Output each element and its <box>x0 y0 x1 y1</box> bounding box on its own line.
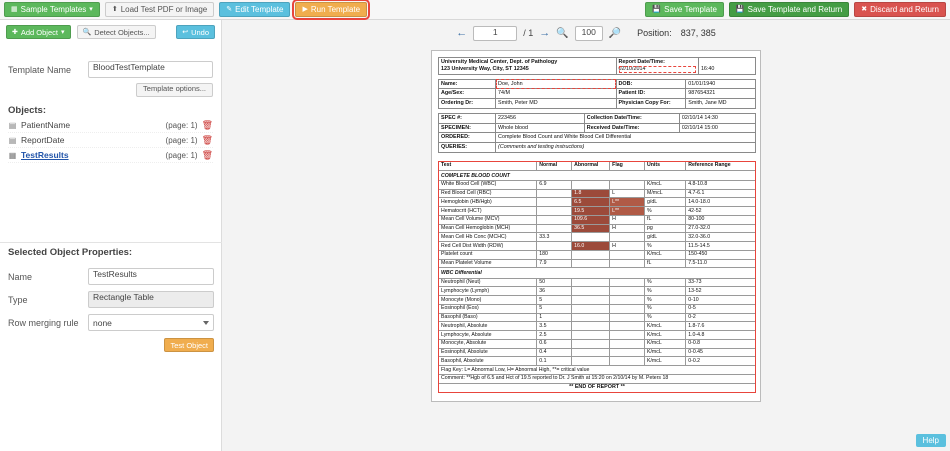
save-icon: 💾 <box>735 6 745 13</box>
ordering-dr-label: Ordering Dr: <box>439 99 496 109</box>
cell-units: % <box>645 287 686 296</box>
cell-units: % <box>645 304 686 313</box>
template-options-row <box>0 81 221 99</box>
cell-flag: H <box>610 215 645 224</box>
cell-ref: 80-100 <box>686 215 756 224</box>
cell-test: Platelet count <box>439 250 537 259</box>
cell-abnormal: 1.8 <box>572 189 610 198</box>
lab-results-table <box>438 161 756 393</box>
cell-flag <box>610 233 645 242</box>
table-row <box>439 322 756 331</box>
patientid-value: 987654321 <box>686 89 756 99</box>
cell-normal: 5 <box>537 304 572 313</box>
save-icon: 💾 <box>652 6 662 13</box>
save-template-label: Save Template <box>664 5 717 14</box>
ordering-dr-value: Smith, Peter MD <box>496 99 616 109</box>
group-title-row <box>439 170 756 180</box>
cell-test: Hemoglobin (HB/Hgb) <box>439 198 537 207</box>
chevron-down-icon: ▾ <box>60 28 65 36</box>
position-value: 837, 385 <box>680 28 716 38</box>
cell-ref: 1.8-7.6 <box>686 322 756 331</box>
object-page: (page: 1) <box>165 150 198 160</box>
cell-flag: H <box>610 224 645 233</box>
play-icon: ▶ <box>302 6 308 13</box>
table-row <box>439 259 756 268</box>
cell-ref: 11.5-14.5 <box>686 242 756 251</box>
help-button[interactable]: Help <box>916 434 946 447</box>
object-name-input[interactable]: TestResults <box>88 268 214 285</box>
table-row <box>439 278 756 287</box>
table-row <box>439 233 756 242</box>
cell-normal <box>537 189 572 198</box>
cell-abnormal <box>572 313 610 322</box>
cell-ref: 4.7-6.1 <box>686 189 756 198</box>
cell-flag: L** <box>610 198 645 207</box>
top-toolbar-right <box>645 2 946 17</box>
left-panel-toolbar <box>0 20 221 44</box>
table-row <box>439 215 756 224</box>
cell-ref: 4.8-10.8 <box>686 180 756 189</box>
cell-ref: 13-52 <box>686 287 756 296</box>
group-title-cbc: COMPLETE BLOOD COUNT <box>439 170 756 180</box>
cell-normal: 1 <box>537 313 572 322</box>
discard-and-return-button[interactable] <box>854 2 946 17</box>
table-row <box>439 189 756 198</box>
cell-test: Eosinophil (Eos) <box>439 304 537 313</box>
object-name: PatientName <box>21 120 71 130</box>
object-page: (page: 1) <box>165 135 198 145</box>
cell-flag <box>610 287 645 296</box>
test-results-region[interactable] <box>438 161 756 393</box>
cell-normal <box>537 224 572 233</box>
cell-ref: 1.0-4.8 <box>686 331 756 340</box>
row-merging-label: Row merging rule <box>8 317 79 328</box>
cell-test: Red Cell Dist Width (RDW) <box>439 242 537 251</box>
cell-abnormal <box>572 322 610 331</box>
cell-flag <box>610 357 645 366</box>
table-row <box>439 242 756 251</box>
objects-heading: Objects: <box>8 105 47 116</box>
document-viewer <box>222 20 950 451</box>
left-panel <box>0 20 222 451</box>
table-row <box>439 207 756 216</box>
zoom-in-icon[interactable]: 🔎 <box>608 27 622 39</box>
cell-units: g/dL <box>645 233 686 242</box>
zoom-level-input[interactable]: 100 <box>575 26 603 41</box>
delete-icon[interactable]: 🗑 <box>201 149 213 160</box>
position-label: Position: <box>637 28 672 38</box>
cell-ref: 0-2 <box>686 313 756 322</box>
cell-ref: 27.0-32.0 <box>686 224 756 233</box>
end-of-report-row <box>439 383 756 392</box>
template-name-row <box>0 58 221 81</box>
cell-ref: 150-450 <box>686 250 756 259</box>
table-icon: ▦ <box>8 150 17 160</box>
save-template-button[interactable] <box>645 2 724 17</box>
name-label: Name: <box>439 79 496 89</box>
cell-normal: 50 <box>537 278 572 287</box>
detect-objects-label: Detect Objects... <box>94 27 150 37</box>
cell-test: Monocyte, Absolute <box>439 339 537 348</box>
undo-button[interactable] <box>176 25 215 39</box>
cell-abnormal <box>572 339 610 348</box>
lab-info-cell <box>439 58 617 75</box>
table-row <box>439 304 756 313</box>
agesex-label: Age/Sex: <box>439 89 496 99</box>
cell-flag <box>610 296 645 305</box>
grid-icon: ▦ <box>11 6 18 13</box>
cell-ref: 14.0-18.0 <box>686 198 756 207</box>
cell-units: K/mcL <box>645 348 686 357</box>
physician-copy-label: Physician Copy For: <box>616 99 686 109</box>
collection-value: 02/10/14 14:30 <box>679 113 755 123</box>
cell-flag <box>610 348 645 357</box>
cell-normal: 6.9 <box>537 180 572 189</box>
table-row <box>439 339 756 348</box>
object-name-row <box>0 265 222 288</box>
cell-ref: 33-73 <box>686 278 756 287</box>
object-page: (page: 1) <box>165 120 198 130</box>
object-name: TestResults <box>21 150 69 160</box>
cell-ref: 7.5-11.0 <box>686 259 756 268</box>
cell-abnormal <box>572 278 610 287</box>
objects-list <box>0 118 221 163</box>
viewer-toolbar <box>222 20 950 46</box>
group-title-row <box>439 268 756 278</box>
cell-ref: 0-5 <box>686 304 756 313</box>
cell-flag <box>610 250 645 259</box>
table-row <box>439 357 756 366</box>
cell-normal: 180 <box>537 250 572 259</box>
test-object-row <box>0 334 222 356</box>
cell-units: K/mcL <box>645 339 686 348</box>
cell-units: g/dL <box>645 198 686 207</box>
template-options-button[interactable]: Template options... <box>136 83 213 97</box>
cell-abnormal: 109.6 <box>572 215 610 224</box>
table-row <box>439 180 756 189</box>
cell-units: % <box>645 278 686 287</box>
save-template-and-return-button[interactable] <box>729 2 849 17</box>
cell-test: White Blood Cell (WBC) <box>439 180 537 189</box>
selected-object-properties-heading: Selected Object Properties: <box>0 242 222 262</box>
cell-flag <box>610 331 645 340</box>
cell-abnormal: 36.5 <box>572 224 610 233</box>
cell-abnormal <box>572 259 610 268</box>
physician-copy-value: Smith, Jane MD <box>686 99 756 109</box>
save-template-and-return-label: Save Template and Return <box>747 5 843 14</box>
cell-test: Lymphocyte (Lymph) <box>439 287 537 296</box>
spec-value: 223456 <box>496 113 585 123</box>
cell-test: Red Blood Cell (RBC) <box>439 189 537 198</box>
col-test: Test <box>439 161 537 170</box>
edit-icon: ✎ <box>226 6 233 13</box>
cell-ref: 42-52 <box>686 207 756 216</box>
load-test-pdf-button[interactable] <box>105 2 214 17</box>
cell-units: K/mcL <box>645 331 686 340</box>
load-test-pdf-label: Load Test PDF or Image <box>120 5 208 14</box>
ordered-value: Complete Blood Count and White Blood Cell Differential <box>496 133 756 143</box>
report-time-cell <box>698 58 755 75</box>
add-object-button[interactable] <box>6 25 71 39</box>
cell-test: Basophil (Baso) <box>439 313 537 322</box>
cell-normal: 0.1 <box>537 357 572 366</box>
cell-normal <box>537 198 572 207</box>
cell-abnormal <box>572 287 610 296</box>
report-datetime-label: Report Date/Time: <box>618 59 665 65</box>
cell-units: M/mcL <box>645 189 686 198</box>
cell-normal: 0.6 <box>537 339 572 348</box>
cell-flag <box>610 304 645 313</box>
cell-test: Neutrophil, Absolute <box>439 322 537 331</box>
lab-address: 123 University Way, City, ST 12345 <box>441 65 529 72</box>
group-title-wbc-differential: WBC Differential <box>439 268 756 278</box>
close-icon: ✖ <box>861 6 868 13</box>
lab-name: University Medical Center, Dept. of Pathology <box>441 59 558 65</box>
delete-icon[interactable]: 🗑 <box>201 134 213 145</box>
cell-test: Neutrophil (Neut) <box>439 278 537 287</box>
cell-flag: L <box>610 189 645 198</box>
cell-flag <box>610 278 645 287</box>
delete-icon[interactable]: 🗑 <box>201 119 213 130</box>
cell-normal: 5 <box>537 296 572 305</box>
cell-units: % <box>645 242 686 251</box>
zoom-out-icon[interactable]: 🔍 <box>556 27 569 39</box>
cell-abnormal <box>572 348 610 357</box>
plus-icon: ✚ <box>12 28 18 36</box>
table-row <box>439 198 756 207</box>
run-template-button[interactable] <box>295 2 367 17</box>
row-merging-select[interactable] <box>88 314 214 331</box>
cell-normal: 36 <box>537 287 572 296</box>
cell-units: pg <box>645 224 686 233</box>
template-name-input[interactable]: BloodTestTemplate <box>88 61 213 78</box>
next-page-icon[interactable]: → <box>539 27 551 39</box>
cell-units: K/mcL <box>645 322 686 331</box>
object-name: ReportDate <box>21 135 65 145</box>
detect-objects-button[interactable] <box>77 25 156 39</box>
object-type-label: Type <box>8 294 28 305</box>
patientid-label: Patient ID: <box>616 89 686 99</box>
cell-ref: 0-10 <box>686 296 756 305</box>
document-content <box>432 51 762 401</box>
comment-text: Comment: **Hgb of 6.5 and Hct of 19.5 reported to Dr. J Smith at 15:20 on 2/10/14 by M. Peters 18 <box>439 374 756 383</box>
page-number-input[interactable]: 1 <box>473 26 517 41</box>
cell-flag <box>610 180 645 189</box>
queries-label: QUERIES: <box>439 143 496 153</box>
sample-templates-label: Sample Templates <box>20 5 87 14</box>
end-of-report-text: ** END OF REPORT ** <box>439 383 756 392</box>
cell-test: Hematocrit (HCT) <box>439 207 537 216</box>
object-type-row <box>0 288 222 311</box>
cell-normal: 3.5 <box>537 322 572 331</box>
cell-flag <box>610 259 645 268</box>
table-row <box>439 296 756 305</box>
cell-abnormal <box>572 180 610 189</box>
chevron-down-icon: ▾ <box>89 6 93 13</box>
patient-table <box>438 79 756 109</box>
chevron-down-icon <box>203 321 209 325</box>
object-row-testresults[interactable] <box>8 148 213 163</box>
object-row-reportdate[interactable] <box>8 133 213 148</box>
object-row-patientname[interactable] <box>8 118 213 133</box>
dob-value: 01/01/1940 <box>686 79 756 89</box>
cell-normal <box>537 242 572 251</box>
cell-abnormal <box>572 331 610 340</box>
cell-abnormal <box>572 357 610 366</box>
prev-page-icon[interactable]: ← <box>456 27 468 39</box>
col-reference-range: Reference Range <box>686 161 756 170</box>
object-type-value: Rectangle Table <box>88 291 214 308</box>
run-template-label: Run Template <box>310 5 361 14</box>
specimen-table <box>438 113 756 153</box>
agesex-value: 74/M <box>496 89 616 99</box>
name-value[interactable]: Doe, John <box>496 79 616 89</box>
sample-templates-button[interactable] <box>4 2 100 17</box>
cell-abnormal <box>572 250 610 259</box>
col-abnormal: Abnormal <box>572 161 610 170</box>
cell-test: Basophil, Absolute <box>439 357 537 366</box>
table-row <box>439 348 756 357</box>
cell-units: fL <box>645 259 686 268</box>
specimen-value: Whole blood <box>496 123 585 133</box>
cell-abnormal <box>572 296 610 305</box>
cell-units: fL <box>645 215 686 224</box>
report-datetime-label-cell <box>616 58 698 75</box>
cell-ref: 0-0.2 <box>686 357 756 366</box>
upload-icon: ⬆ <box>111 6 118 13</box>
cell-units: % <box>645 296 686 305</box>
table-row <box>439 331 756 340</box>
col-normal: Normal <box>537 161 572 170</box>
row-merging-row <box>0 311 222 334</box>
cell-units: % <box>645 313 686 322</box>
table-row <box>439 313 756 322</box>
cell-test: Monocyte (Mono) <box>439 296 537 305</box>
collection-label: Collection Date/Time: <box>584 113 679 123</box>
comment-row <box>439 374 756 383</box>
cell-flag <box>610 313 645 322</box>
cell-normal: 7.9 <box>537 259 572 268</box>
cell-ref: 0-0.45 <box>686 348 756 357</box>
cell-normal: 2.5 <box>537 331 572 340</box>
cell-test: Mean Cell Hb Conc (MCHC) <box>439 233 537 242</box>
cell-ref: 32.0-36.0 <box>686 233 756 242</box>
cell-test: Eosinophil, Absolute <box>439 348 537 357</box>
cell-test: Lymphocyte, Absolute <box>439 331 537 340</box>
cell-units: % <box>645 207 686 216</box>
page-total-label: / 1 <box>523 28 534 38</box>
queries-value: (Comments and testing instructions) <box>496 143 756 153</box>
search-icon: 🔍 <box>82 28 92 36</box>
flag-key-text: Flag Key: L= Abnormal Low, H= Abnormal High, **= critical value <box>439 366 756 375</box>
cell-abnormal: 16.0 <box>572 242 610 251</box>
table-row <box>439 224 756 233</box>
test-object-button[interactable]: Test Object <box>164 338 214 352</box>
table-row <box>439 287 756 296</box>
cell-abnormal: 6.5 <box>572 198 610 207</box>
table-icon: ▤ <box>8 135 17 145</box>
cell-normal: 0.4 <box>537 348 572 357</box>
row-merging-value: none <box>93 317 112 328</box>
cell-flag <box>610 339 645 348</box>
cell-flag: L** <box>610 207 645 216</box>
document-page[interactable] <box>431 50 761 402</box>
cell-test: Mean Platelet Volume <box>439 259 537 268</box>
document-header-table <box>438 57 756 75</box>
template-name-label: Template Name <box>8 64 72 75</box>
discard-and-return-label: Discard and Return <box>870 5 939 14</box>
add-object-label: Add Object <box>20 27 58 37</box>
cell-units: K/mcL <box>645 250 686 259</box>
cell-flag: H <box>610 242 645 251</box>
specimen-label: SPECIMEN: <box>439 123 496 133</box>
report-date-value[interactable]: 02/10/2014 <box>619 66 696 73</box>
undo-icon: ↩ <box>182 28 189 36</box>
cell-normal <box>537 215 572 224</box>
received-label: Received Date/Time: <box>584 123 679 133</box>
lab-header-row <box>439 161 756 170</box>
cell-units: K/mcL <box>645 180 686 189</box>
cell-abnormal <box>572 233 610 242</box>
spec-label: SPEC #: <box>439 113 496 123</box>
col-units: Units <box>645 161 686 170</box>
table-row <box>439 250 756 259</box>
flag-key-row <box>439 366 756 375</box>
object-name-label: Name <box>8 271 33 282</box>
selected-object-properties <box>0 265 222 356</box>
undo-label: Undo <box>191 27 209 37</box>
cell-test: Mean Cell Hemoglobin (MCH) <box>439 224 537 233</box>
table-icon: ▤ <box>8 120 17 130</box>
cell-flag <box>610 322 645 331</box>
edit-template-label: Edit Template <box>235 5 284 14</box>
col-flag: Flag <box>610 161 645 170</box>
cell-normal: 33.3 <box>537 233 572 242</box>
cell-abnormal: 19.5 <box>572 207 610 216</box>
cell-normal <box>537 207 572 216</box>
cell-units: K/mcL <box>645 357 686 366</box>
cell-test: Mean Cell Volume (MCV) <box>439 215 537 224</box>
report-time-value: 16:40 <box>700 65 715 72</box>
top-toolbar <box>0 0 950 20</box>
cell-abnormal <box>572 304 610 313</box>
edit-template-button[interactable] <box>219 2 290 17</box>
received-value: 02/10/14 15:00 <box>679 123 755 133</box>
dob-label: DOB: <box>616 79 686 89</box>
cell-ref: 0-0.8 <box>686 339 756 348</box>
ordered-label: ORDERED: <box>439 133 496 143</box>
